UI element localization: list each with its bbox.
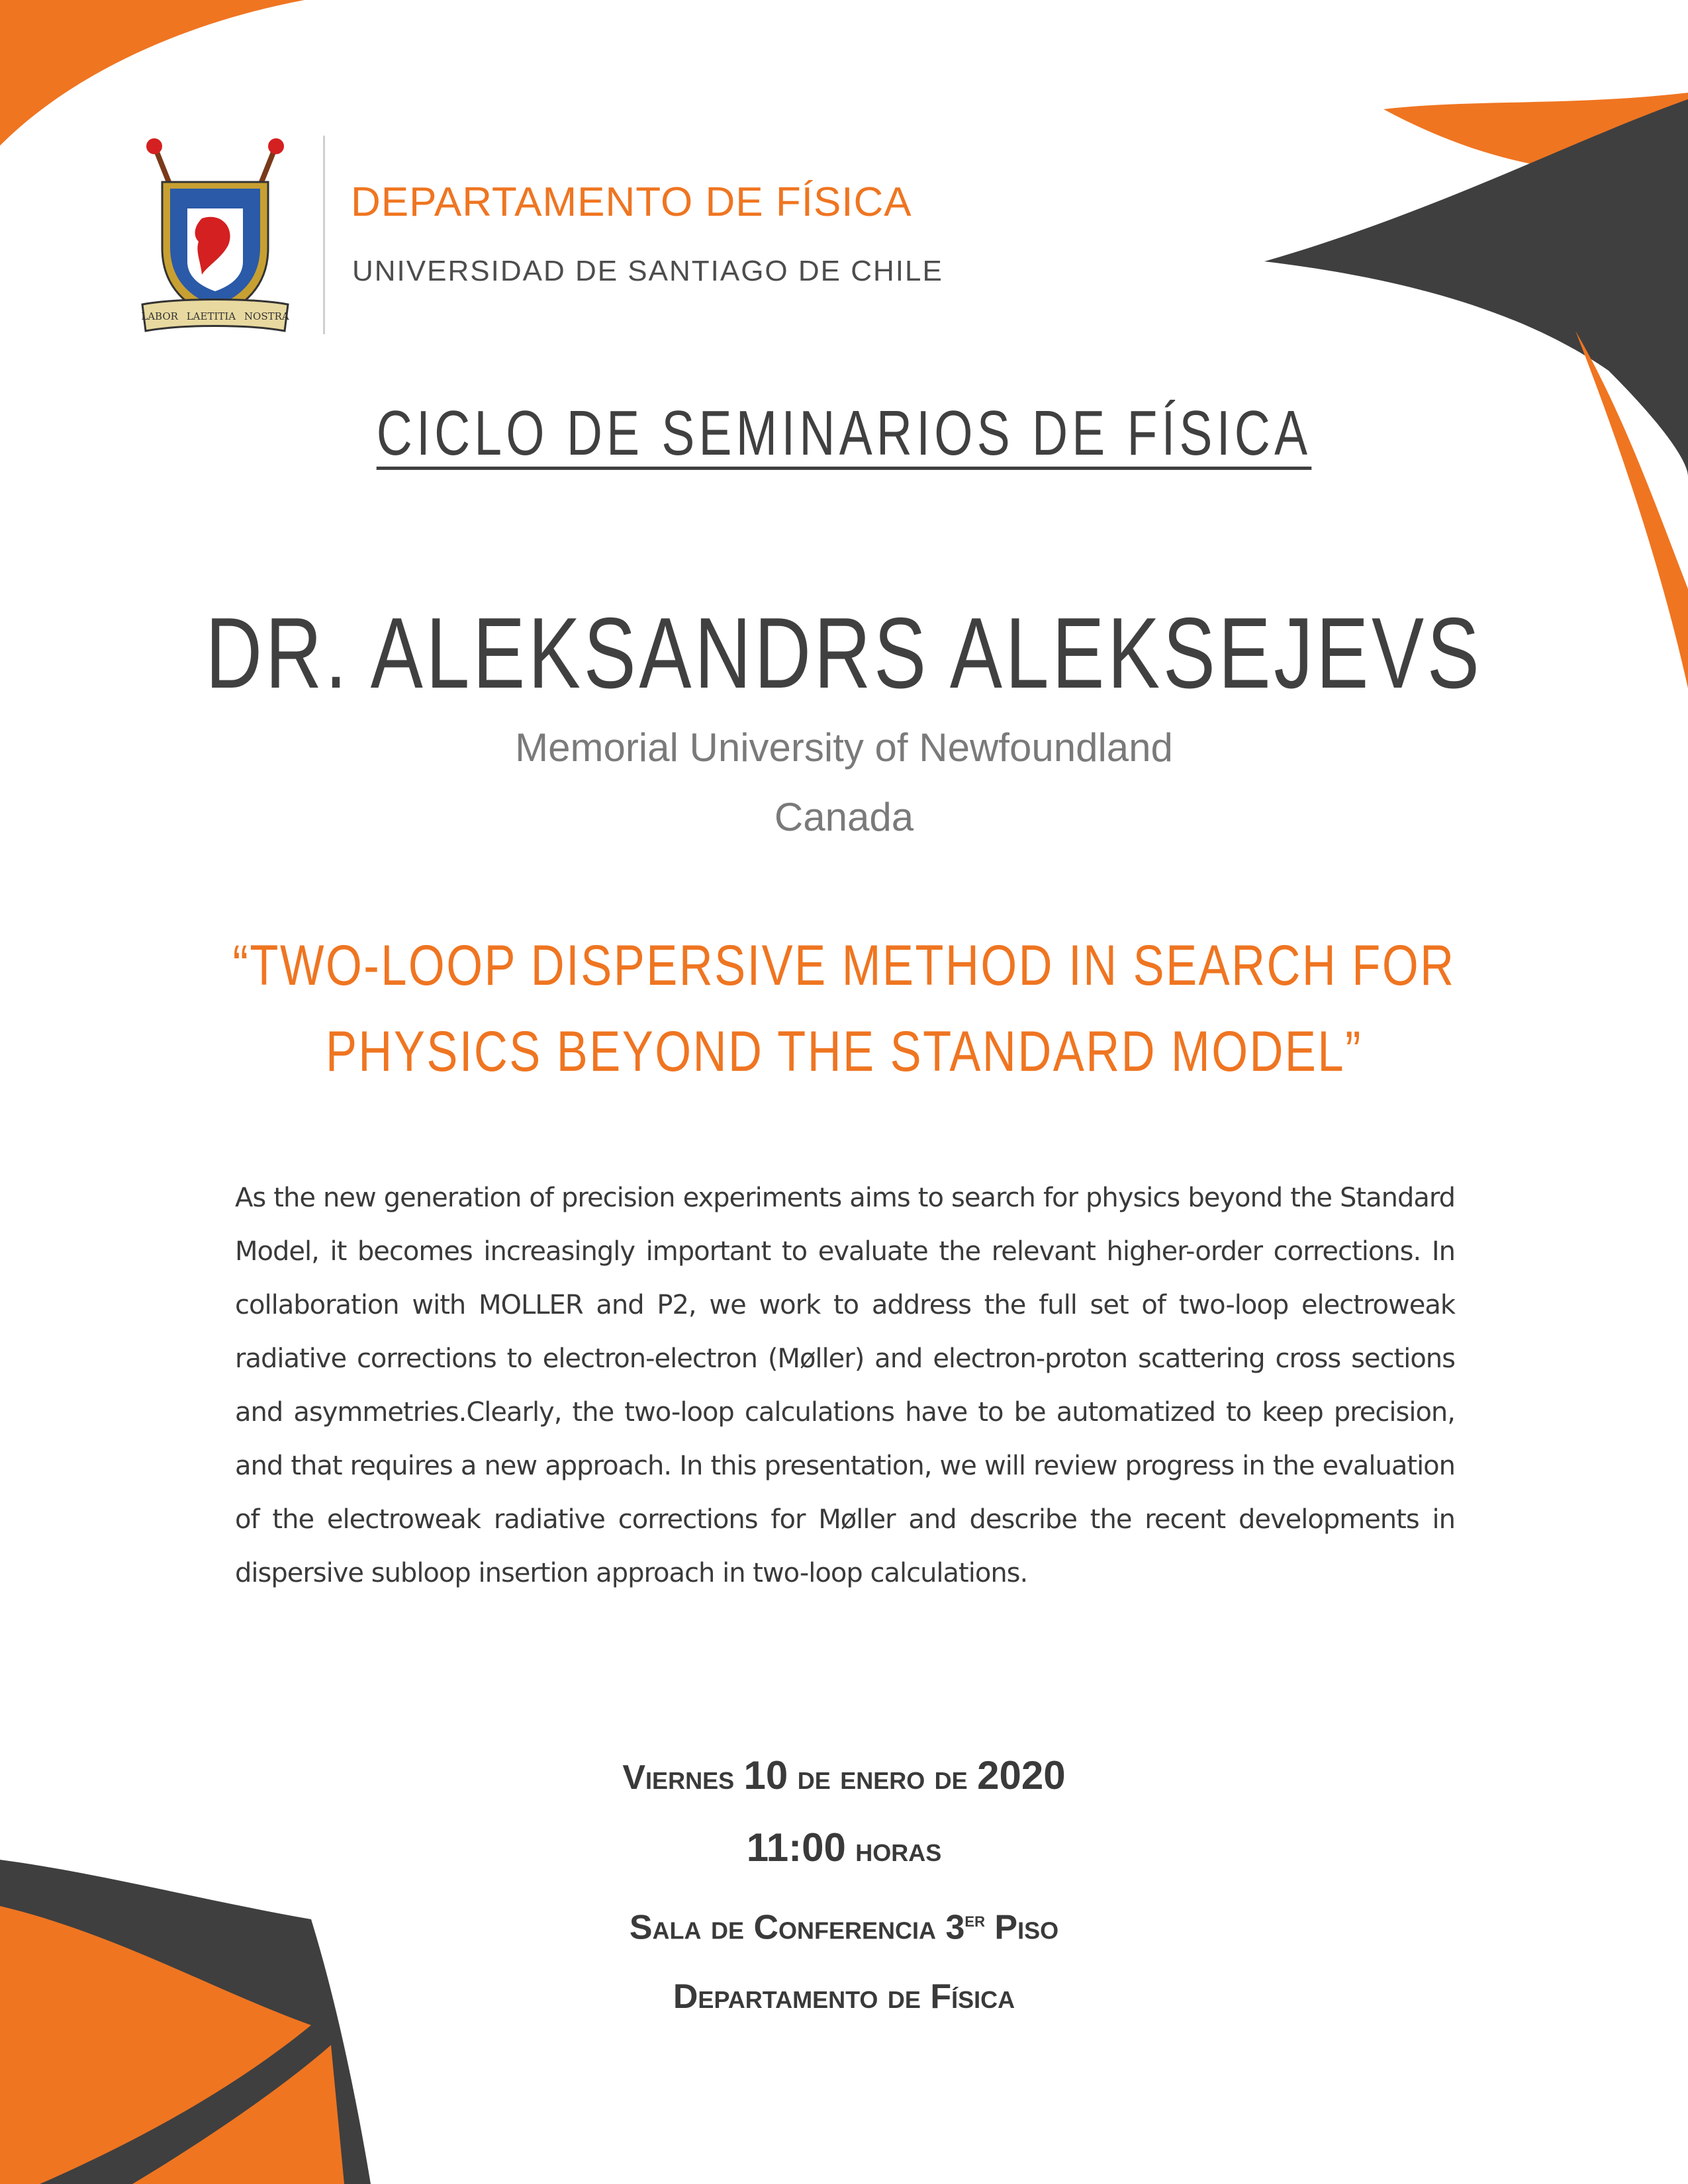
speaker-country: Canada xyxy=(774,795,914,839)
series-title: CICLO DE SEMINARIOS DE FÍSICA xyxy=(376,398,1312,469)
talk-title-line-1: “TWO-LOOP DISPERSIVE METHOD IN SEARCH FOR xyxy=(232,934,1456,997)
speaker-affiliation: Memorial University of Newfoundland xyxy=(515,725,1173,770)
logo-motto: LABOR LAETITIA NOSTRA xyxy=(141,310,289,322)
event-details xyxy=(0,1741,1688,2032)
university-name: UNIVERSIDAD DE SANTIAGO DE CHILE xyxy=(352,255,943,287)
event-department: Departamento de Física xyxy=(673,1978,1015,2017)
department-name: DEPARTAMENTO DE FÍSICA xyxy=(351,179,912,225)
event-time: 11:00 horas xyxy=(746,1825,942,1870)
top-left-orange-swoosh xyxy=(0,0,305,146)
abstract-text: As the new generation of precision experiments aims to search for physics beyond the Standard Model, it becomes increasingly important to evaluate the relevant higher-order corrections. In collaboration with MOLLER and P2, we work to address the full set of two-loop electroweak radiative corrections to electron-electron (Møller) and electron-proton scattering cross sections and asymmetries.Clearly, the two-loop calculations have to be automatized to keep precision, and that requires a new approach. In this presentation, we will review progress in the evaluation of the electroweak radiative corrections for Møller and describe the recent developments in dispersive subloop insertion approach in two-loop calculations. xyxy=(235,1183,1455,1588)
header-divider xyxy=(323,136,325,334)
university-crest-logo xyxy=(136,136,295,341)
event-location: Sala de Conferencia 3er Piso xyxy=(629,1907,1059,1947)
event-date: Viernes 10 de enero de 2020 xyxy=(622,1753,1066,1797)
talk-title-line-2: PHYSICS BEYOND THE STANDARD MODEL” xyxy=(325,1020,1363,1083)
speaker-name: DR. ALEKSANDRS ALEKSEJEVS xyxy=(205,597,1483,709)
